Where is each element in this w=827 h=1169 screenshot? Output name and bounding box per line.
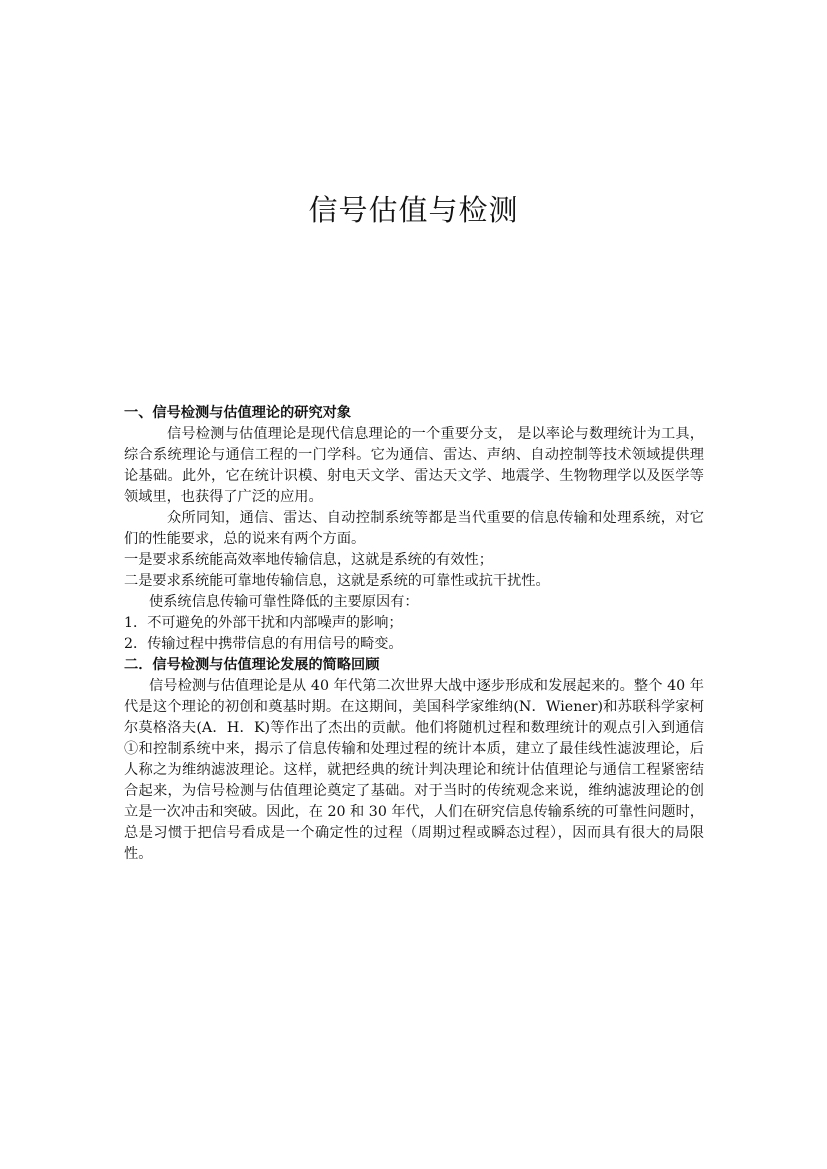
section-1-line-1: 一是要求系统能高效率地传输信息，这就是系统的有效性；	[124, 552, 493, 568]
section-1-paragraph-1: 信号检测与估值理论是现代信息理论的一个重要分支， 是以率论与数理统计为工具，综合系统理论与通信工程的一门学科。它为通信、雷达、声纳、自动控制等技术领域提供理论基础。此外，它在统计识模、射电天文学、雷达天文学、地震学、生物物理学以及医学等领域里，也获得了广泛的应用。	[124, 426, 704, 505]
section-2-heading: 二．信号检测与估值理论发展的简略回顾	[124, 657, 380, 673]
list-item-1: 1．不可避免的外部干扰和内部噪声的影响；	[124, 615, 403, 631]
section-1-paragraph-2: 众所同知，通信、雷达、自动控制系统等都是当代重要的信息传输和处理系统，对它们的性能要求，总的说来有两个方面。	[124, 510, 704, 547]
section-2-paragraph-1: 信号检测与估值理论是从 40 年代第二次世界大战中逐步形成和发展起来的。整个 40 年代是这个理论的初创和奠基时期。在这期间，美国科学家维纳(N．Wiener)和苏联科学家柯尔莫格洛夫(A．H．K)等作出了杰出的贡献。他们将随机过程和数理统计的观点引入到通信①和控制系统中来，揭示了信息传输和处理过程的统计本质，建立了最佳线性滤波理论，后人称之为维纳滤波理论。这样，就把经典的统计判决理论和统计估值理论与通信工程紧密结合起来，为信号检测与估值理论奠定了基础。对于当时的传统观念来说，维纳滤波理论的创立是一次冲击和突破。因此，在 20 和 30 年代，人们在研究信息传输系统的可靠性问题时，总是习惯于把信号看成是一个确定性的过程（周期过程或瞬态过程），因而具有很大的局限性。	[124, 678, 704, 862]
section-1-paragraph-3: 使系统信息传输可靠性降低的主要原因有：	[149, 594, 419, 610]
list-item-2: 2．传输过程中携带信息的有用信号的畸变。	[124, 636, 403, 652]
section-1-line-2: 二是要求系统能可靠地传输信息，这就是系统的可靠性或抗干扰性。	[124, 573, 550, 589]
document-body	[124, 403, 704, 865]
section-1-heading: 一、信号检测与估值理论的研究对象	[124, 405, 352, 421]
document-title: 信号估值与检测	[308, 193, 519, 227]
